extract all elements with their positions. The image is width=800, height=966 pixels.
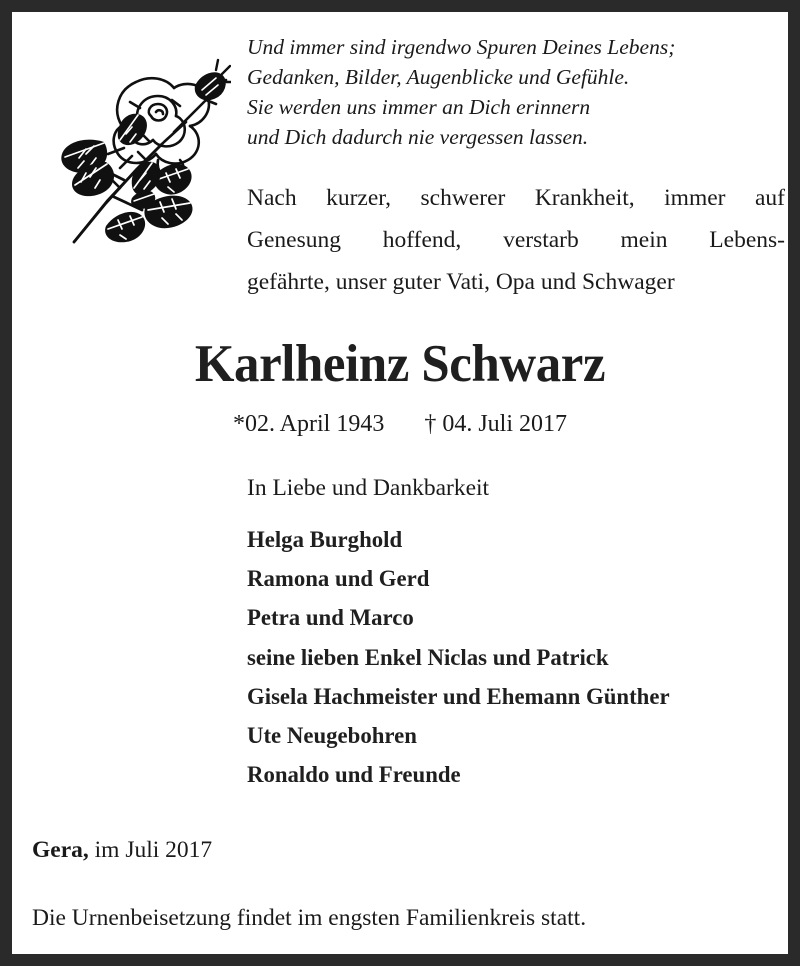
announcement-paragraph (247, 177, 785, 303)
announcement-word: mein (620, 227, 668, 253)
announcement-word: Genesung (247, 227, 341, 253)
notice-sheet (12, 12, 788, 954)
dedication-text: In Liebe und Dankbarkeit (247, 475, 490, 501)
rose-icon (46, 30, 231, 255)
announcement-word: Lebens- (709, 227, 785, 253)
poem-line: Sie werden uns immer an Dich erinnern (247, 95, 591, 119)
announcement-word: Nach (247, 185, 297, 211)
mourner-name: Gisela Hachmeister und Ehemann Günther (247, 683, 670, 710)
announcement-word: verstarb (503, 227, 579, 253)
announcement-line (247, 261, 785, 303)
deceased-name: Karlheinz Schwarz (194, 335, 606, 393)
mourner-name: Petra und Marco (247, 605, 414, 632)
death-date: † 04. Juli 2017 (424, 411, 568, 437)
announcement-word: immer (664, 185, 726, 211)
announcement-word: schwerer (420, 185, 506, 211)
place-name: Gera, (32, 837, 89, 863)
service-note: Die Urnenbeisetzung findet im engsten Familienkreis statt. (32, 905, 587, 931)
mourner-name: seine lieben Enkel Niclas und Patrick (247, 644, 609, 671)
memorial-poem (247, 32, 787, 152)
mourner-name: Ronaldo und Freunde (247, 762, 461, 789)
announcement-word: hoffend, (382, 227, 462, 253)
announcement-word: gefährte, unser guter Vati, Opa und Schwager (247, 269, 675, 295)
announcement-word: Krankheit, (534, 185, 635, 211)
mourner-name: Ramona und Gerd (247, 566, 430, 593)
mourner-name: Ute Neugebohren (247, 723, 417, 750)
poem-line: Und immer sind irgendwo Spuren Deines Lebens; (247, 35, 676, 59)
announcement-line (247, 219, 785, 261)
notice-date: im Juli 2017 (88, 837, 213, 863)
poem-line: Gedanken, Bilder, Augenblicke und Gefühle. (247, 65, 630, 89)
place-and-date (32, 834, 212, 866)
announcement-word: auf (754, 185, 785, 211)
life-dates (12, 408, 788, 440)
mourners-list (247, 521, 792, 795)
announcement-word: kurzer, (326, 185, 392, 211)
mourner-name: Helga Burghold (247, 527, 403, 553)
birth-date: *02. April 1943 (232, 411, 385, 437)
announcement-line (247, 177, 785, 219)
poem-line: und Dich dadurch nie vergessen lassen. (247, 125, 589, 149)
